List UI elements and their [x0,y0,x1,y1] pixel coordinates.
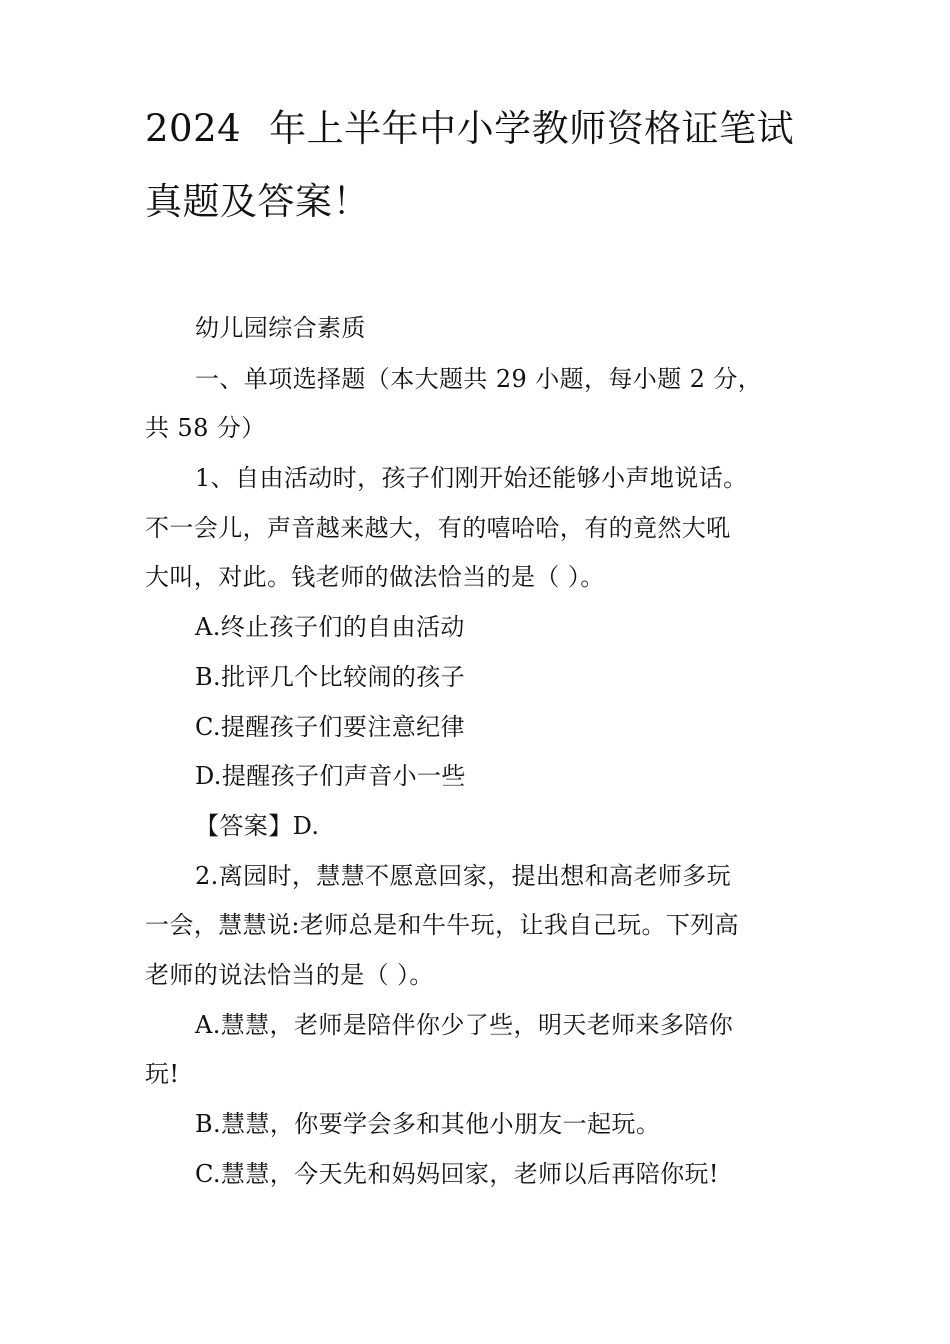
question-2-option-c: C.慧慧，今天先和妈妈回家，老师以后再陪你玩! [195,1160,719,1188]
question-1-option-a: A.终止孩子们的自由活动 [195,613,465,641]
title-year: 2024 [145,107,242,150]
question-1-text: 1、自由活动时，孩子们刚开始还能够小声地说话。 [195,464,748,492]
question-2-option-a-cont: 玩! [145,1060,180,1088]
question-2-option-a: A.慧慧，老师是陪伴你少了些，明天老师来多陪你 [195,1011,734,1039]
question-1-answer: 【答案】D. [195,812,320,840]
question-type-heading-cont: 共 58 分） [145,414,266,442]
document-title-line-2: 真题及答案！ [145,180,370,223]
question-2-text: 2.离园时，慧慧不愿意回家，提出想和高老师多玩 [195,862,732,890]
question-type-heading: 一、单项选择题（本大题共 29 小题，每小题 2 分， [195,365,763,393]
question-1-text-cont: 大叫，对此。钱老师的做法恰当的是（ ）。 [145,563,605,591]
question-2-text-cont: 老师的说法恰当的是（ ）。 [145,961,434,989]
question-1-option-d: D.提醒孩子们声音小一些 [195,762,466,790]
question-2-text-cont: 一会，慧慧说:老师总是和牛牛玩，让我自己玩。下列高 [145,911,740,939]
title-line-1-text: 年上半年中小学教师资格证笔试 [269,107,795,150]
question-2-option-b: B.慧慧，你要学会多和其他小朋友一起玩。 [195,1110,661,1138]
section-heading: 幼儿园综合素质 [195,314,366,342]
question-1-text-cont: 不一会儿，声音越来越大，有的嘻哈哈，有的竟然大吼 [145,514,731,542]
document-title-line-1 [145,107,845,150]
question-1-option-c: C.提醒孩子们要注意纪律 [195,713,465,741]
question-1-option-b: B.批评几个比较闹的孩子 [195,663,466,691]
